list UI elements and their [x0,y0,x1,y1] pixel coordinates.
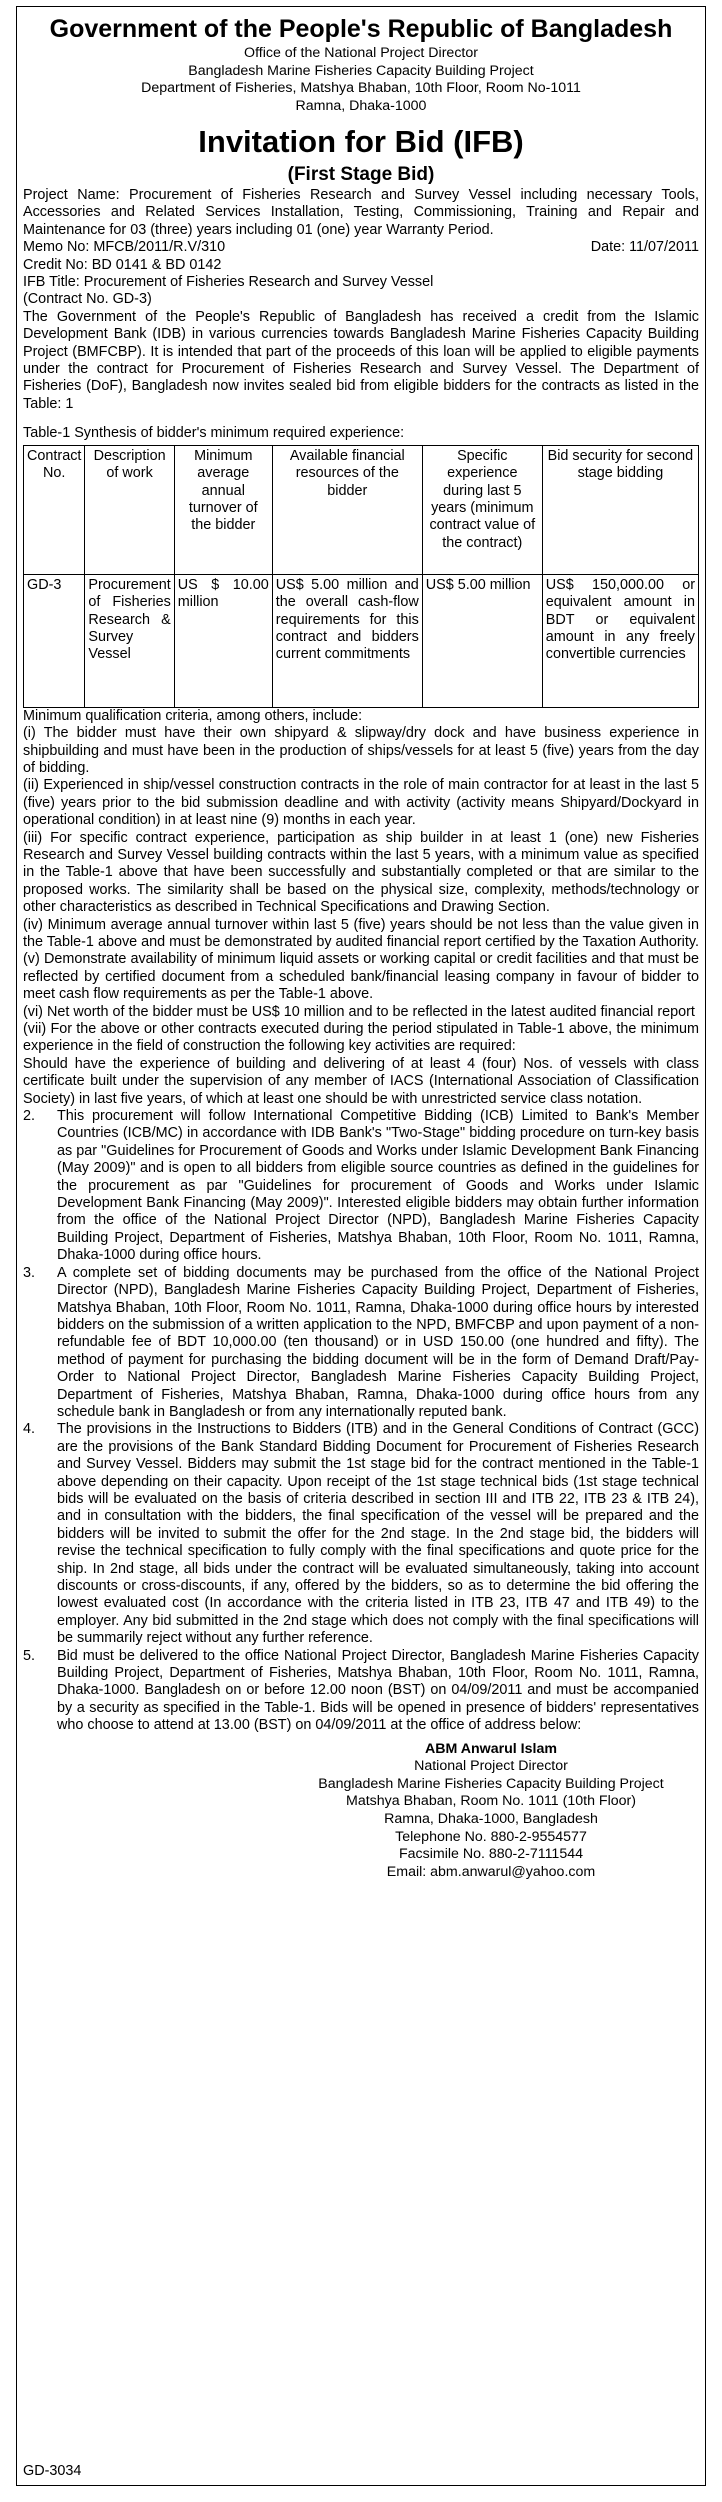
signatory-name: ABM Anwarul Islam [425,1740,557,1757]
criteria-item: (vii) For the above or other contracts executed during the period stipulated in Table-1 above, the minimum experience in the field of construction the following key activities are required: [23,1021,699,1055]
criteria-item: (iv) Minimum average annual turnover within last 5 (five) years should be not less than the value given in the Table-1 above and must be demonstrated by audited financial report certified by the Taxation Authority. [23,916,699,950]
project-line: Bangladesh Marine Fisheries Capacity Building Project [188,62,534,79]
project-name: Project Name: Procurement of Fisheries Research and Survey Vessel including necessary Tools, Accessories and Related Services Installation, Testing, Commissioning, Training and Repair and Maintenance for 03 (three) years including 01 (one) year Warranty Period. [23,187,699,238]
clause-text: A complete set of bidding documents may be purchased from the office of the National Project Director (NPD), Bangladesh Marine Fisheries Capacity Building Project, Department of Fisheries, Matshya Bhaban, 10th Floor, Room No. 1011, Ramna, Dhaka-1000 during office hours by interested bidders on the submission of a written application to the NPD, BMFCBP and upon payment of a non-refundable fee of BDT 10,000.00 (ten thousand) or in USD 150.00 (one hundred and fifty). The method of payment for purchasing the bidding document will be in the form of Demand Draft/Pay-Order to National Project Director, Bangladesh Marine Fisheries Capacity Building Project, Department of Fisheries, Matshya Bhaban, Ramna, Dhaka-1000 during office hours from any schedule bank in Bangladesh or from any internationally reputed bank. [57,1264,699,1420]
ifb-title-line: IFB Title: Procurement of Fisheries Research and Survey Vessel [23,274,434,291]
signatory-telephone: Telephone No. 880-2-9554577 [395,1828,587,1845]
city-line: Ramna, Dhaka-1000 [295,97,427,114]
criteria-item: (vi) Net worth of the bidder must be US$ 10 million and to be reflected in the latest audited financial report [23,1003,695,1020]
criteria-item: (v) Demonstrate availability of minimum liquid assets or working capital or credit facilities and that must be reflected by certified document from a scheduled bank/financial leasing company in favour of bidder to meet cash flow requirements as per the Table-1 above. [23,951,699,1003]
memo-date: Date: 11/07/2011 [590,239,699,256]
signatory-project: Bangladesh Marine Fisheries Capacity Building Project [318,1775,664,1792]
credit-no: Credit No: BD 0141 & BD 0142 [23,256,222,273]
clause-number: 5. [23,1647,36,1664]
table-header-row [24,445,699,574]
memo-no: Memo No: MFCB/2011/R.V/310 [23,239,226,256]
government-title: Government of the People's Republic of Bangladesh [49,15,673,43]
table-cell: US $ 10.00 million [174,574,272,707]
clause-number: 2. [23,1108,36,1125]
memo-row [23,239,699,256]
table-caption: Table-1 Synthesis of bidder's minimum required experience: [23,425,405,442]
clause-text: Bid must be delivered to the office National Project Director, Bangladesh Marine Fisheries Capacity Building Project, Department of Fisheries, Matshya Bhaban, 10th Floor, Room No. 1011, Ramna, Dhaka-1000. Bangladesh on or before 12.00 noon (BST) on 04/09/2011 and must be accompanied by a security as specified in the Table-1. Bids will be opened in presence of bidders' representatives who choose to attend at 13.00 (BST) on 04/09/2011 at the office of address below: [57,1647,699,1734]
table-cell: Procurement of Fisheries Research & Survey Vessel [85,574,174,707]
table-header: Bid security for second stage bidding [542,445,698,574]
criteria-item: (i) The bidder must have their own shipyard & slipway/dry dock and have business experience in shipbuilding and must have been in the production of ships/vessels for at least 5 (five) years from the day of bidding. [23,725,699,776]
department-line: Department of Fisheries, Matshya Bhaban, 10th Floor, Room No-1011 [141,80,581,96]
signatory-city: Ramna, Dhaka-1000, Bangladesh [384,1811,598,1828]
clause [23,1421,699,1647]
ifb-notice [16,6,706,2486]
criteria-item: (ii) Experienced in ship/vessel construction contracts in the role of main contractor for at least in the last 5 (five) years prior to the bid submission deadline and with activity (activity means Shipyard/Dockyard in operational condition) in at least nine (9) months in each year. [23,777,699,829]
table-cell: GD-3 [24,574,85,707]
table-header: Contract No. [24,445,85,574]
table-row [24,574,699,707]
table-header: Minimum average annual turnover of the bidder [174,445,272,574]
clause [23,1648,699,1735]
intro-body: The Government of the People's Republic of Bangladesh has received a credit from the Islamic Development Bank (IDB) in various currencies towards Bangladesh Marine Fisheries Capacity Building Project (BMFCBP). It is intended that part of the proceeds of this loan will be applied to eligible payments under the contract for Procurement of Fisheries Research and Survey Vessel. The Department of Fisheries (DoF), Bangladesh now invites sealed bid from eligible bidders for the contracts as listed in the Table: 1 [23,308,699,412]
clause-number: 4. [23,1421,36,1438]
signature-block [283,1741,699,1882]
criteria-item: (iii) For specific contract experience, participation as ship builder in at least 1 (one) new Fisheries Research and Survey Vessel building contracts within the last 5 years, with a minimum value as specified in the Table-1 above that have been successfully and substantially completed or that are similar to the proposed works. The similarity shall be based on the physical size, complexity, methods/technology or other characteristics as described in Technical Specifications and Drawing Section. [23,829,699,916]
experience-table [23,445,699,708]
signatory-address: Matshya Bhaban, Room No. 1011 (10th Floor) [346,1793,636,1810]
signatory-fax: Facsimile No. 880-2-7111544 [398,1846,583,1863]
clause-number: 3. [23,1264,36,1281]
criteria-item: Should have the experience of building and delivering of at least 4 (four) Nos. of vessels with class certificate built under the supervision of any member of IACS (International Association of Classification Society) in last five years, of which at least one should be with unrestricted service class notation. [23,1055,699,1107]
clause [23,1108,699,1265]
office-line: Office of the National Project Director [244,45,478,61]
signatory-title: National Project Director [414,1758,568,1775]
table-header: Specific experience during last 5 years (minimum contract value of the contract) [422,445,542,574]
clause [23,1265,699,1422]
signatory-email: Email: abm.anwarul@yahoo.com [386,1863,596,1880]
table-cell: US$ 5.00 million [422,574,542,707]
table-header: Description of work [85,445,174,574]
contract-no: (Contract No. GD-3) [23,291,152,308]
header [23,13,699,187]
criteria-intro: Minimum qualification criteria, among others, include: [23,707,363,724]
table-header: Available financial resources of the bidder [272,445,422,574]
reference-code: GD-3034 [23,2463,82,2479]
table-cell: US$ 150,000.00 or equivalent amount in BDT or equivalent amount in any freely convertible currencies [542,574,698,707]
clause-text: The provisions in the Instructions to Bidders (ITB) and in the General Conditions of Contract (GCC) are the provisions of the Bank Standard Bidding Document for Procurement of Fisheries Research and Survey Vessel. Bidders may submit the 1st stage bid for the contract mentioned in the Table-1 above depending on their capacity. Upon receipt of the 1st stage technical bids (1st stage technical bids will be evaluated on the basis of criteria described in section III and ITB 22, ITB 23 & ITB 24), and in consultation with the bidders, the final specification of the vessel will be prepared and the bidders will be invited to submit the offer for the 2nd stage. In the 2nd stage bid, the bidders will revise the technical specification to fully comply with the final specifications and quote price for the ship. In 2nd stage, all bids under the contract will be evaluated simultaneously, taking into account discounts or cross-discounts, if any, offered by the bidders, so as to determine the bid offering the lowest evaluated cost (In accordance with the criteria listed in ITB 23, ITB 47 and ITB 49) to the employer. Any bid submitted in the 2nd stage which does not comply with the final specifications will be summarily reject without any further reference. [57,1421,699,1647]
ifb-title: Invitation for Bid (IFB) [198,124,524,159]
ifb-subtitle: (First Stage Bid) [287,164,435,185]
clause-text: This procurement will follow International Competitive Bidding (ICB) Limited to Bank's Member Countries (ICB/MC) in accordance with IDB Bank's "Two-Stage" bidding procedure on turn-key basis as par "Guidelines for Procurement of Goods and Works under Islamic Development Bank Financing (May 2009)" and is open to all bidders from eligible source countries as defined in the guidelines for the procurement as par "Guidelines for procurement of Goods and Works under Islamic Development Bank Financing (May 2009)". Interested eligible bidders may obtain further information from the office of the National Project Director (NPD), Bangladesh Marine Fisheries Capacity Building Project, Department of Fisheries, Matshya Bhaban, 10th Floor, Room No. 1011, Ramna, Dhaka-1000 during office hours. [57,1108,699,1264]
table-cell: US$ 5.00 million and the overall cash-flow requirements for this contract and bidders current commitments [272,574,422,707]
